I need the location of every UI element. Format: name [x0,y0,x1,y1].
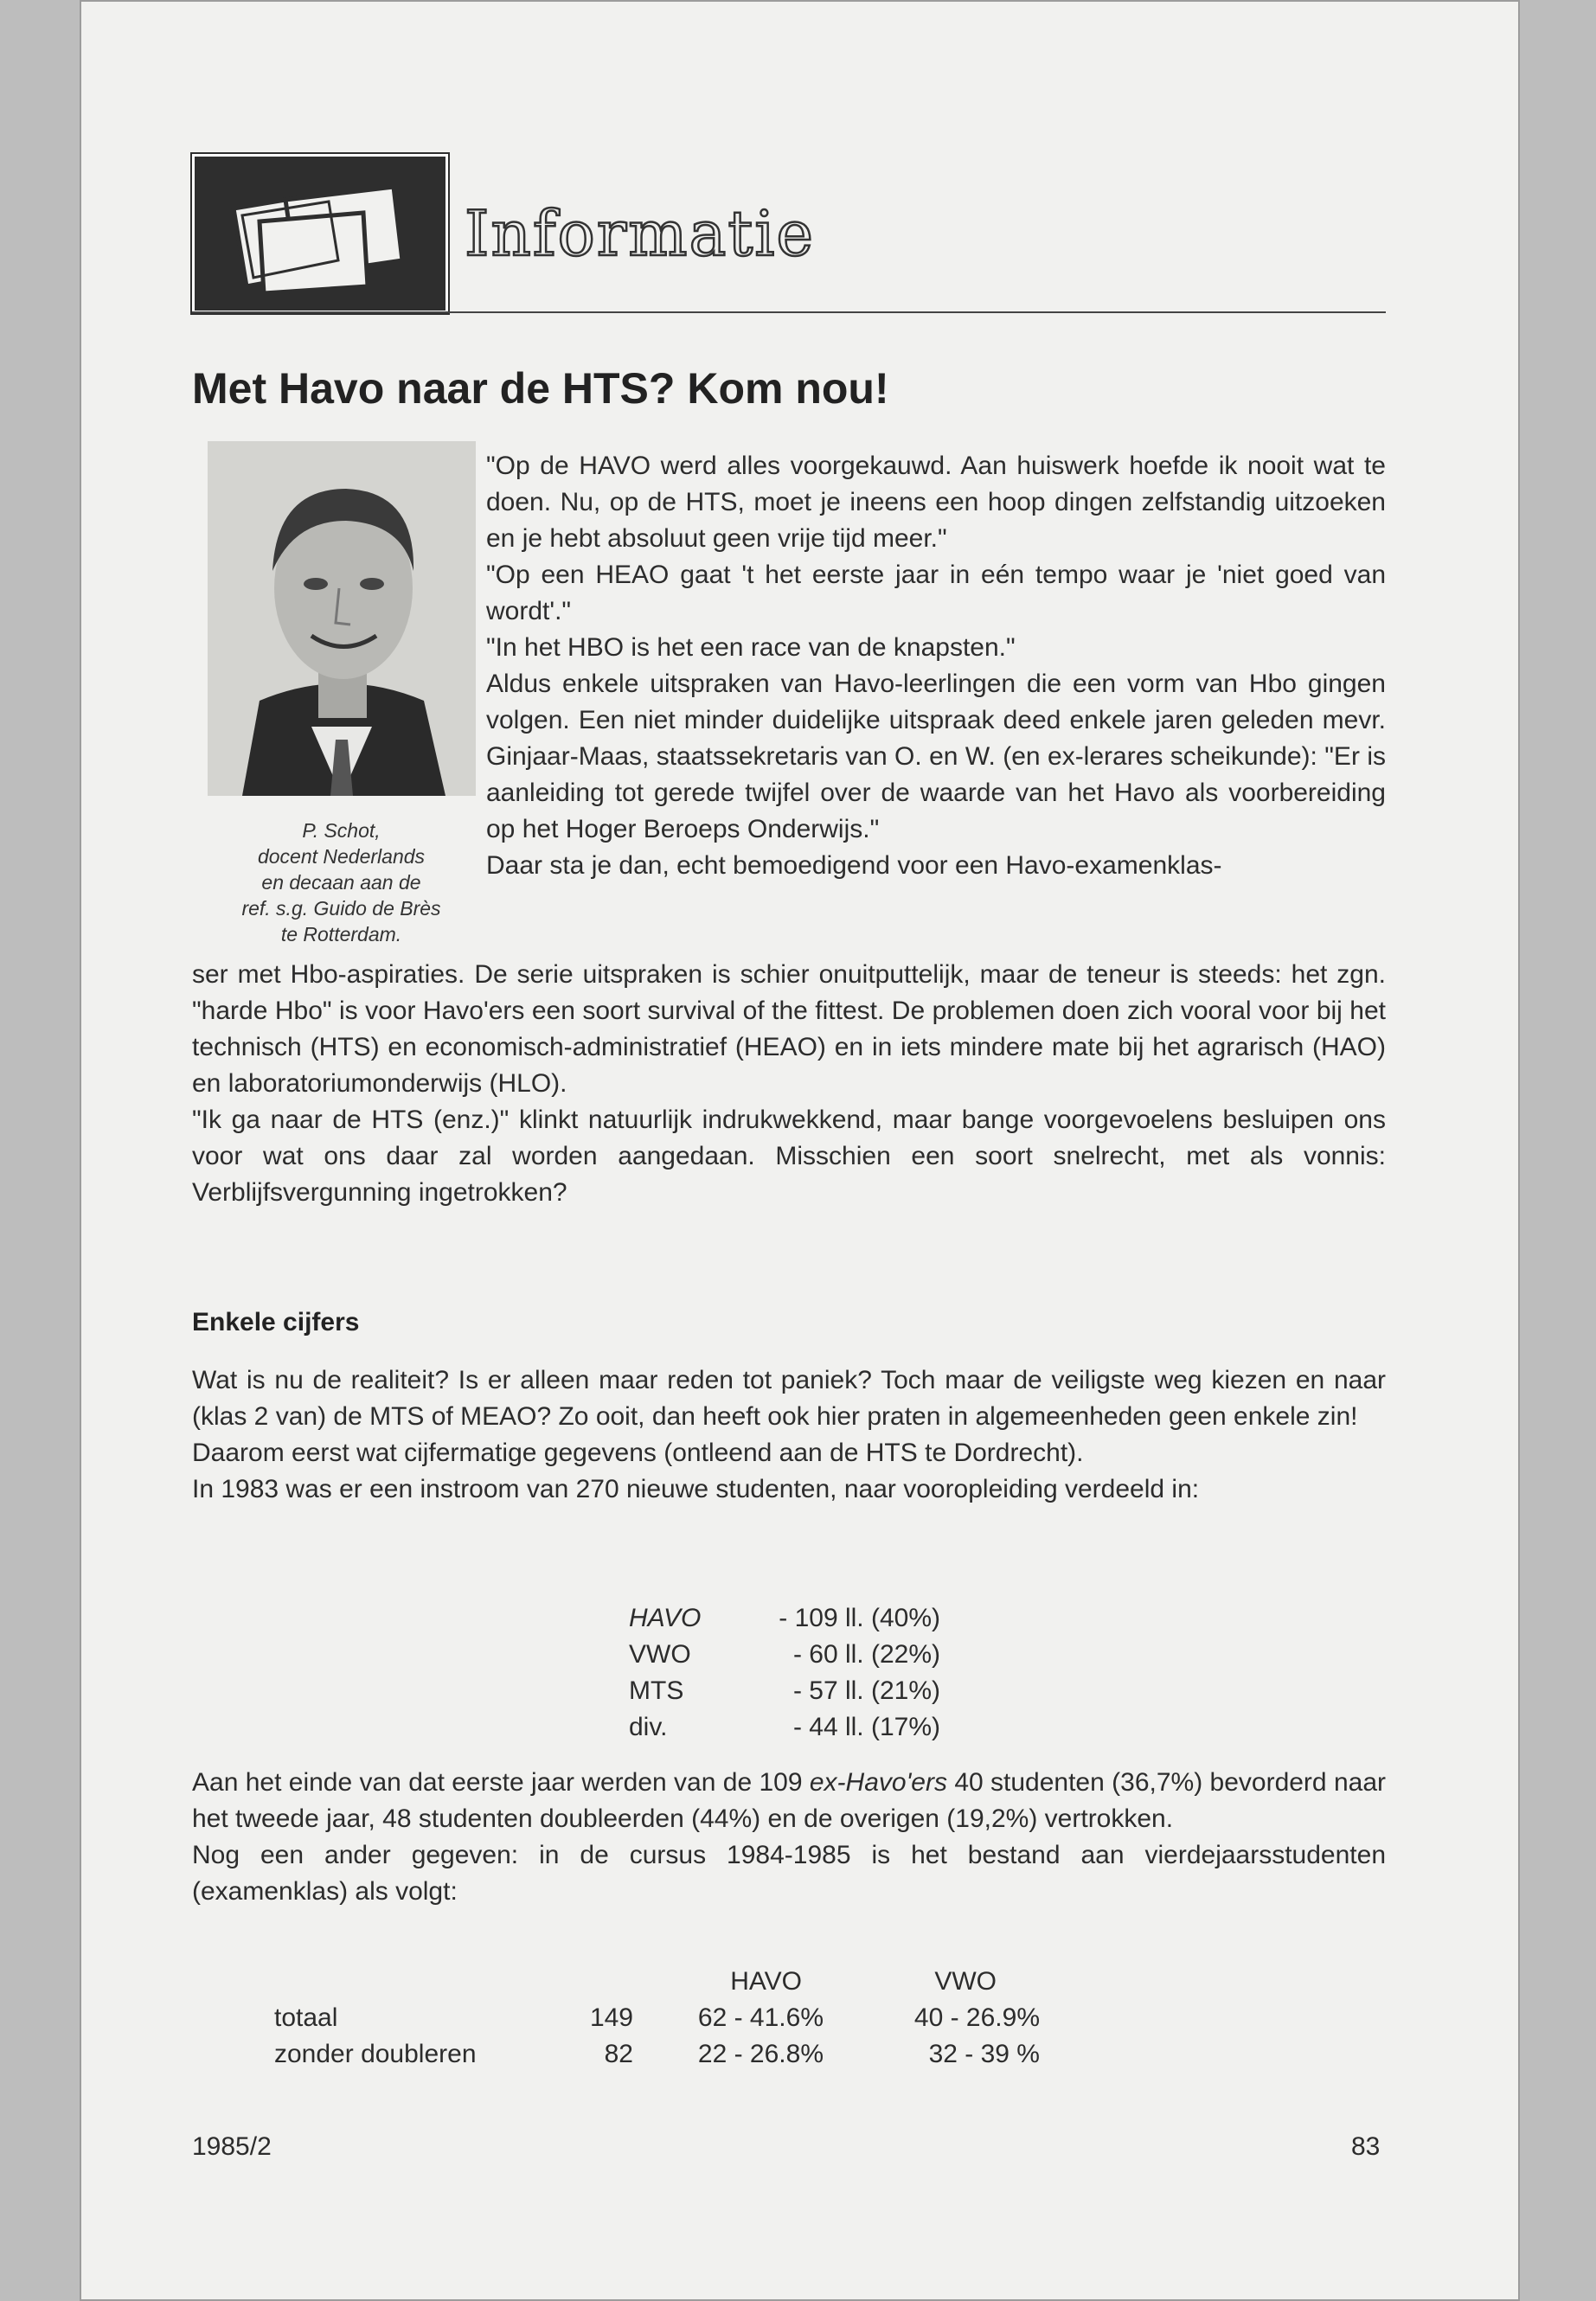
body-continuation [192,957,1386,1211]
table-cell: 149 [589,2003,633,2032]
table-row [629,1600,940,1637]
issue-number: 1985/2 [192,2132,272,2161]
table-cell-label: MTS [629,1676,684,1705]
table-cell: 82 [604,2040,633,2068]
table-cell-value: - 60 ll. (22%) [792,1640,940,1669]
table-cell-label: VWO [629,1640,691,1669]
intro-paragraph: Aldus enkele uitspraken van Havo-leerlingen die een vorm van Hbo gingen volgen. Een niet minder duidelijke uitspraak deed enkele jaren geleden mevr. Ginjaar-Maas, staatssekretaris van O. en W. (en ex-lerares scheikunde): "Er is aanleiding tot gerede twijfel over de waarde van het Havo als voorbereiding op het Hoger Beroeps Onderwijs." [486,670,1386,843]
table-cell-label: HAVO [629,1604,702,1632]
quote-paragraph: "Op een HEAO gaat 't het eerste jaar in eén tempo waar je 'niet goed van wordt'." [486,561,1386,625]
table-cell: totaal [274,2003,338,2032]
quote-paragraph: "In het HBO is het een race van de knapsten." [486,633,1016,662]
intro-quotes [486,448,1386,884]
page-number: 83 [1351,2132,1381,2161]
table-cell: 40 - 26.9% [913,2003,1040,2032]
table-cell: zonder doubleren [274,2040,477,2068]
page [80,0,1520,2301]
table-row [629,1673,940,1709]
table-cell-value: - 57 ll. (21%) [792,1676,940,1705]
table-row [629,1637,940,1673]
intro-continuation: Daar sta je dan, echt bemoedigend voor een Havo-examenklas- [486,851,1222,880]
results-text [192,1765,1386,1910]
stacked-cards-icon [192,154,448,313]
table-cell: 22 - 26.8% [697,2040,824,2068]
author-photo [208,441,476,796]
table-cell: 62 - 41.6% [697,2003,824,2032]
table-row [629,1709,940,1746]
body-paragraph: Wat is nu de realiteit? Is er alleen maar reden tot paniek? Toch maar de veiligste weg kiezen en naar (klas 2 van) de MTS of MEAO? Zo ooit, dan heeft ook hier praten in algemeenheden geen enkele zin! [192,1366,1386,1431]
section-heading: Enkele cijfers [192,1308,360,1336]
section-body [192,1362,1386,1508]
table-header-row [274,1964,1040,2000]
quote-paragraph: "Op de HAVO werd alles voorgekauwd. Aan huiswerk hoefde ik nooit wat te doen. Nu, op de HTS, moet je ineens een hoop dingen zelfstandig uitzoeken en je hebt absoluut geen vrije tijd meer." [486,452,1386,553]
photo-caption: P. Schot, docent Nederlands en decaan aan de ref. s.g. Guido de Brès te Rotterdam. [241,819,441,945]
body-paragraph: Daarom eerst wat cijfermatige gegevens (ontleend aan de HTS te Dordrecht). [192,1439,1084,1467]
body-paragraph: Aan het einde van dat eerste jaar werden van de 109 ex-Havo'ers 40 studenten (36,7%) bevorderd naar het tweede jaar, 48 studenten doubleerden (44%) en de overigen (19,2%) vertrokken. [192,1768,1386,1833]
body-paragraph: "Ik ga naar de HTS (enz.)" klinkt natuurlijk indrukwekkend, maar bange voorgevoelens besluipen ons voor wat ons daar zal worden aangedaan. Misschien een soort snelrecht, met als vonnis: Verblijfsvergunning ingetrokken? [192,1106,1386,1207]
table-row [274,2036,1040,2073]
table-cell-value: - 109 ll. (40%) [779,1604,940,1632]
body-paragraph: ser met Hbo-aspiraties. De serie uitspraken is schier onuitputtelijk, maar de teneur is steeds: het zgn. "harde Hbo" is voor Havo'ers een soort survival of the fittest. De problemen doen zich vooral voor bij het technisch (HTS) en economisch-administratief (HEAO) en in iets mindere mate bij het agrarisch (HAO) en laboratoriumonderwijs (HLO). [192,960,1386,1098]
column-header: VWO [934,1967,997,1996]
table-cell-value: - 44 ll. (17%) [792,1713,940,1741]
body-paragraph: Nog een ander gegeven: in de cursus 1984-1985 is het bestand aan vierdejaarsstudenten (examenklas) als volgt: [192,1841,1386,1906]
exam-table [274,1964,1040,2073]
header-divider [192,311,1386,313]
article-headline: Met Havo naar de HTS? Kom nou! [192,364,889,413]
body-paragraph: In 1983 was er een instroom van 270 nieuwe studenten, naar vooropleiding verdeeld in: [192,1475,1200,1503]
column-header: HAVO [730,1967,802,1996]
table-cell: 32 - 39 % [928,2040,1040,2068]
intake-table [629,1600,940,1746]
section-title: Informatie [465,197,815,270]
table-row [274,2000,1040,2036]
table-cell-label: div. [629,1713,668,1741]
